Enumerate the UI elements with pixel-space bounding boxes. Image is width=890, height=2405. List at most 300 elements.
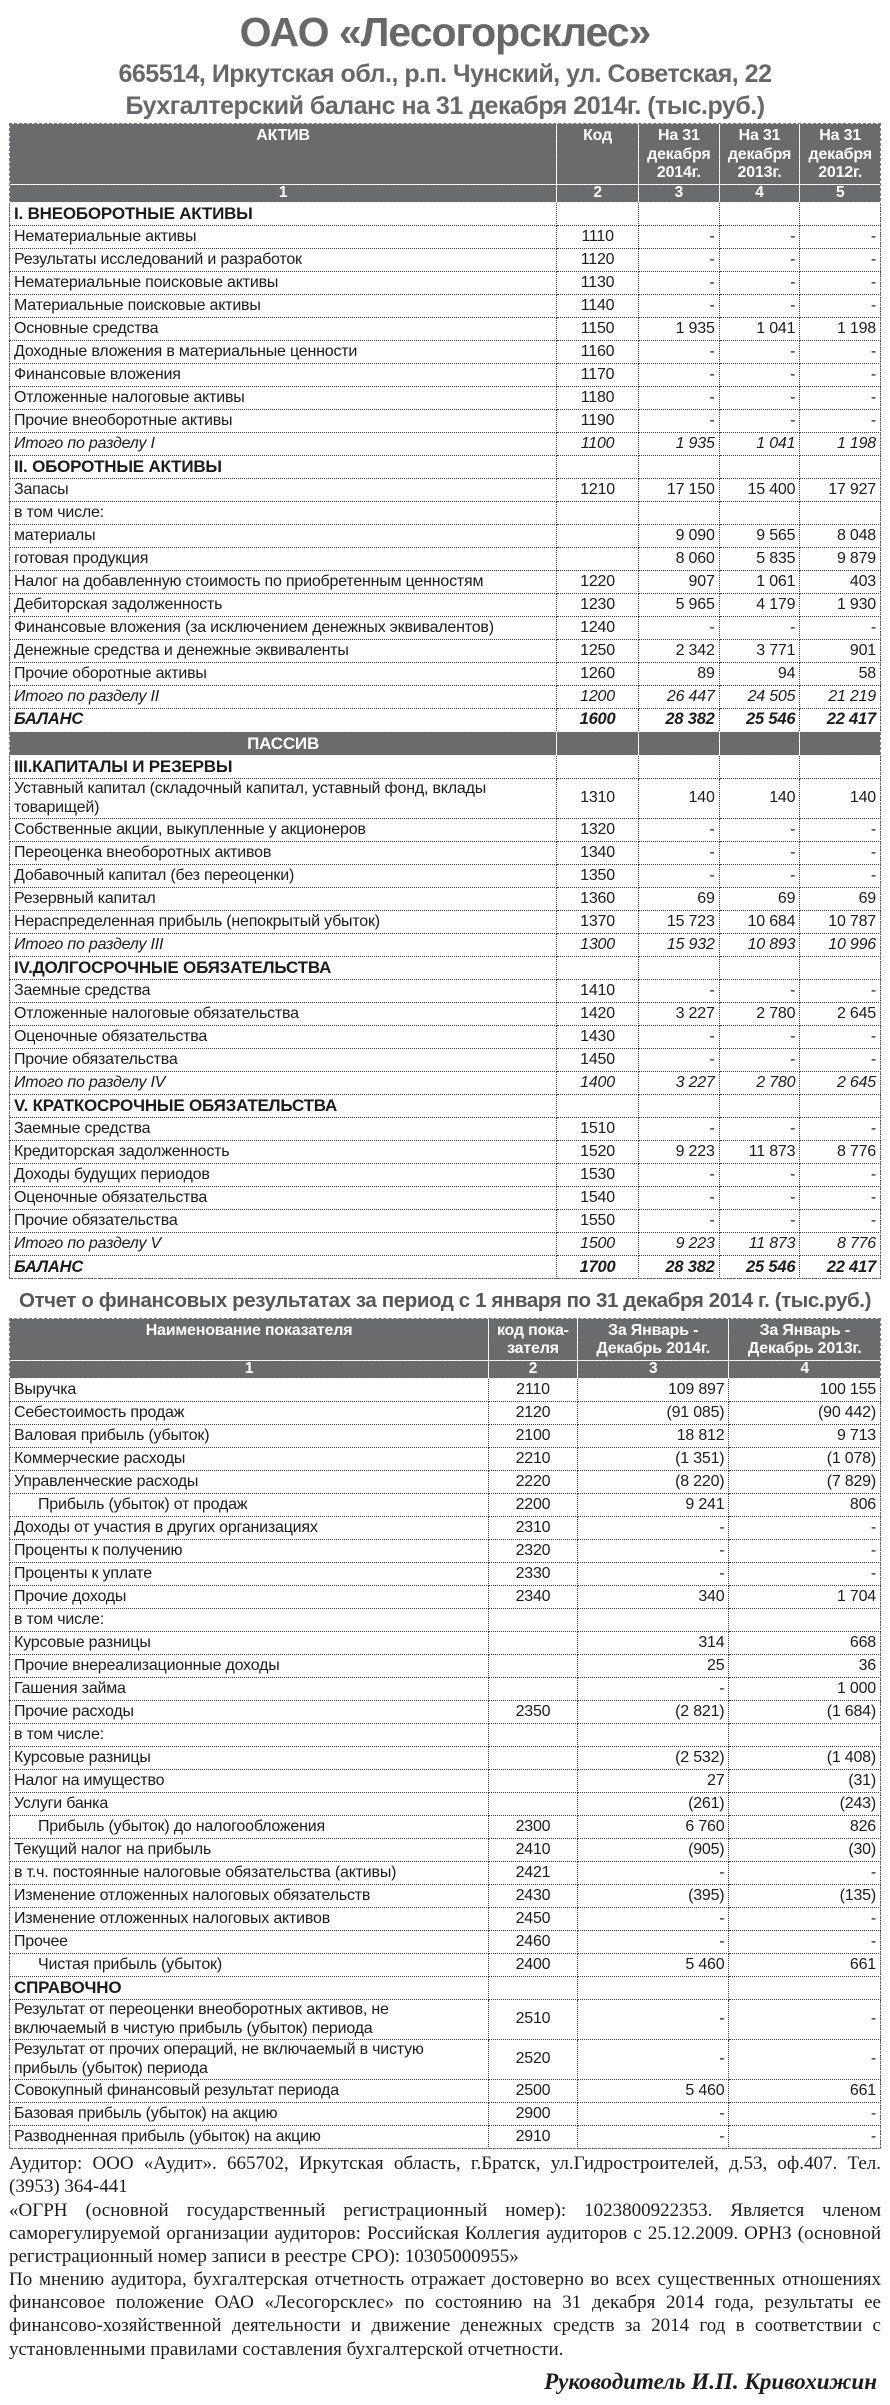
row-value — [800, 1095, 881, 1118]
row-value: 826 — [729, 1816, 881, 1839]
column-number: 5 — [800, 184, 881, 202]
row-value: (7 829) — [729, 1471, 881, 1494]
row-label: Прибыль (убыток) от продаж — [10, 1494, 489, 1517]
row-label: II. ОБОРОТНЫЕ АКТИВЫ — [10, 456, 557, 479]
row-value: 15 932 — [639, 934, 720, 957]
row-value: (1 351) — [577, 1448, 729, 1471]
row-label: Заемные средства — [10, 1118, 557, 1141]
row-value: - — [800, 341, 881, 364]
row-value: - — [729, 1563, 881, 1586]
row-value — [719, 203, 800, 226]
row-value: (31) — [729, 1770, 881, 1793]
row-code: 1350 — [557, 865, 639, 888]
footer-notes — [9, 2152, 881, 2361]
row-value: - — [639, 410, 720, 433]
row-value: 5 460 — [577, 2080, 729, 2103]
row-code: 2460 — [489, 1931, 578, 1954]
row-code: 1510 — [557, 1118, 639, 1141]
table-row — [10, 2080, 881, 2103]
row-value — [800, 203, 881, 226]
row-value: 9 223 — [639, 1141, 720, 1164]
row-label: Выручка — [10, 1379, 489, 1402]
row-value: - — [729, 1931, 881, 1954]
column-header: За Январь - Декабрь 2013г. — [729, 1318, 881, 1360]
row-value: 8 060 — [639, 548, 720, 571]
table-row — [10, 1471, 881, 1494]
table-row — [10, 272, 881, 295]
row-value: 9 223 — [639, 1233, 720, 1256]
row-value: - — [800, 865, 881, 888]
row-code — [489, 1747, 578, 1770]
column-header: На 31 декабря 2014г. — [639, 124, 720, 185]
table-row — [10, 1586, 881, 1609]
row-value: 58 — [800, 663, 881, 686]
row-label: Итого по разделу III — [10, 934, 557, 957]
row-value: - — [719, 272, 800, 295]
row-value: - — [800, 387, 881, 410]
row-code — [489, 1678, 578, 1701]
table-row — [10, 1164, 881, 1187]
row-label: в том числе: — [10, 1609, 489, 1632]
row-code: 1540 — [557, 1187, 639, 1210]
table-row — [10, 640, 881, 663]
row-code: 1170 — [557, 364, 639, 387]
table-row — [10, 226, 881, 249]
table-row — [10, 1026, 881, 1049]
row-value: - — [639, 980, 720, 1003]
row-code: 1400 — [557, 1072, 639, 1095]
row-code: 1100 — [557, 433, 639, 456]
row-code: 2220 — [489, 1471, 578, 1494]
row-value: - — [719, 387, 800, 410]
column-number-row — [10, 1360, 881, 1378]
row-code: 1210 — [557, 479, 639, 502]
column-number-row — [10, 184, 881, 202]
table-row — [10, 594, 881, 617]
row-code: 1520 — [557, 1141, 639, 1164]
row-label: в том числе: — [10, 1724, 489, 1747]
table-row — [10, 1701, 881, 1724]
table-header-row — [10, 1318, 881, 1360]
row-label: Прочие доходы — [10, 1586, 489, 1609]
row-label: Валовая прибыль (убыток) — [10, 1425, 489, 1448]
row-label: Себестоимость продаж — [10, 1402, 489, 1425]
table-row — [10, 1402, 881, 1425]
row-label: Доходы от участия в других организациях — [10, 1517, 489, 1540]
row-value: - — [719, 1164, 800, 1187]
subtotal-row — [10, 433, 881, 456]
row-value: - — [729, 2126, 881, 2149]
row-code: 2410 — [489, 1839, 578, 1862]
table-row — [10, 1494, 881, 1517]
table-row — [10, 249, 881, 272]
row-value: 8 776 — [800, 1233, 881, 1256]
table-row — [10, 1379, 881, 1402]
row-value: - — [577, 2103, 729, 2126]
row-label: Разводненная прибыль (убыток) на акцию — [10, 2126, 489, 2149]
row-value: 3 227 — [639, 1072, 720, 1095]
row-label: IV.ДОЛГОСРОЧНЫЕ ОБЯЗАТЕЛЬСТВА — [10, 957, 557, 980]
row-code: 1370 — [557, 911, 639, 934]
row-code — [557, 732, 639, 756]
row-label: Итого по разделу II — [10, 686, 557, 709]
table-row — [10, 1448, 881, 1471]
row-value: 314 — [577, 1632, 729, 1655]
table-row — [10, 410, 881, 433]
row-label: Оценочные обязательства — [10, 1026, 557, 1049]
table-row — [10, 779, 881, 819]
row-code: 1180 — [557, 387, 639, 410]
row-value: 26 447 — [639, 686, 720, 709]
row-label: готовая продукция — [10, 548, 557, 571]
row-value: - — [639, 1118, 720, 1141]
grand-total-row — [10, 709, 881, 732]
section-header-row — [10, 203, 881, 226]
row-value — [577, 1609, 729, 1632]
row-label: Прочие обязательства — [10, 1210, 557, 1233]
row-value: 94 — [719, 663, 800, 686]
table-row — [10, 1118, 881, 1141]
row-label: Результат от прочих операций, не включаемый в чистую прибыль (убыток) периода — [10, 2040, 489, 2080]
row-value: 9 713 — [729, 1425, 881, 1448]
row-code: 2120 — [489, 1402, 578, 1425]
column-header: АКТИВ — [10, 124, 557, 185]
row-label: Денежные средства и денежные эквиваленты — [10, 640, 557, 663]
row-value: (8 220) — [577, 1471, 729, 1494]
row-value: - — [719, 295, 800, 318]
row-value: - — [729, 2000, 881, 2040]
row-label: БАЛАНС — [10, 709, 557, 732]
column-number: 3 — [639, 184, 720, 202]
row-value: 21 219 — [800, 686, 881, 709]
row-value: - — [800, 1049, 881, 1072]
row-code — [557, 756, 639, 779]
row-label: Курсовые разницы — [10, 1747, 489, 1770]
row-label: Прочие внеоборотные активы — [10, 410, 557, 433]
table-row — [10, 1724, 881, 1747]
table-row — [10, 1210, 881, 1233]
row-value: - — [577, 2040, 729, 2080]
row-value: 3 771 — [719, 640, 800, 663]
row-code: 1260 — [557, 663, 639, 686]
row-value: - — [639, 1210, 720, 1233]
row-value: - — [577, 1931, 729, 1954]
row-value: 5 965 — [639, 594, 720, 617]
row-label: Итого по разделу IV — [10, 1072, 557, 1095]
row-label: Переоценка внеоборотных активов — [10, 842, 557, 865]
row-value — [719, 756, 800, 779]
row-value: - — [719, 1118, 800, 1141]
table-row — [10, 1425, 881, 1448]
row-code: 1700 — [557, 1256, 639, 1279]
row-value: 69 — [800, 888, 881, 911]
row-code: 1300 — [557, 934, 639, 957]
row-label: Изменение отложенных налоговых обязательств — [10, 1885, 489, 1908]
row-label: III.КАПИТАЛЫ И РЕЗЕРВЫ — [10, 756, 557, 779]
table-row — [10, 663, 881, 686]
row-value: - — [639, 617, 720, 640]
row-value: 1 935 — [639, 318, 720, 341]
table-row — [10, 1655, 881, 1678]
row-value: 1 198 — [800, 318, 881, 341]
row-code — [557, 1095, 639, 1118]
table-row — [10, 2103, 881, 2126]
row-label: в т.ч. постоянные налоговые обязательства (активы) — [10, 1862, 489, 1885]
row-value: 109 897 — [577, 1379, 729, 1402]
row-code: 2110 — [489, 1379, 578, 1402]
row-value — [639, 1095, 720, 1118]
row-code: 1530 — [557, 1164, 639, 1187]
row-value: 15 400 — [719, 479, 800, 502]
row-value: 18 812 — [577, 1425, 729, 1448]
row-value — [639, 756, 720, 779]
row-value — [719, 732, 800, 756]
row-code — [557, 456, 639, 479]
row-label: Финансовые вложения — [10, 364, 557, 387]
row-code: 1340 — [557, 842, 639, 865]
row-value: - — [639, 272, 720, 295]
row-code — [489, 1977, 578, 2000]
row-value: 36 — [729, 1655, 881, 1678]
row-value — [639, 502, 720, 525]
row-value: 69 — [639, 888, 720, 911]
row-code: 1450 — [557, 1049, 639, 1072]
row-value: - — [800, 1210, 881, 1233]
row-code: 2340 — [489, 1586, 578, 1609]
row-label: Текущий налог на прибыль — [10, 1839, 489, 1862]
row-code — [489, 1609, 578, 1632]
row-value: - — [639, 387, 720, 410]
column-header: На 31 декабря 2012г. — [800, 124, 881, 185]
table-row — [10, 387, 881, 410]
row-value: 2 645 — [800, 1072, 881, 1095]
row-value: 25 546 — [719, 709, 800, 732]
row-value: - — [800, 410, 881, 433]
row-value: 9 241 — [577, 1494, 729, 1517]
row-label: в том числе: — [10, 502, 557, 525]
row-value: - — [729, 2103, 881, 2126]
row-code — [557, 203, 639, 226]
row-code: 2100 — [489, 1425, 578, 1448]
row-value: 4 179 — [719, 594, 800, 617]
table-row — [10, 1816, 881, 1839]
column-number: 1 — [10, 1360, 489, 1378]
row-label: Услуги банка — [10, 1793, 489, 1816]
row-label: Гашения займа — [10, 1678, 489, 1701]
row-code — [489, 1724, 578, 1747]
balance-sheet-title: Бухгалтерский баланс на 31 декабря 2014г. (тыс.руб.) — [125, 92, 765, 121]
row-code — [557, 548, 639, 571]
row-code: 2310 — [489, 1517, 578, 1540]
row-code: 1360 — [557, 888, 639, 911]
row-value: - — [719, 1210, 800, 1233]
row-value: 17 150 — [639, 479, 720, 502]
section-header-row — [10, 957, 881, 980]
row-label: Прочее — [10, 1931, 489, 1954]
table-row — [10, 1187, 881, 1210]
table-row — [10, 911, 881, 934]
row-value: - — [577, 1563, 729, 1586]
row-value: - — [729, 1862, 881, 1885]
row-value: - — [800, 1026, 881, 1049]
row-code: 1410 — [557, 980, 639, 1003]
table-row — [10, 1517, 881, 1540]
row-code — [557, 525, 639, 548]
table-row — [10, 525, 881, 548]
row-label: Финансовые вложения (за исключением денежных эквивалентов) — [10, 617, 557, 640]
row-code: 1600 — [557, 709, 639, 732]
row-value: - — [719, 226, 800, 249]
row-value: - — [719, 364, 800, 387]
column-number: 2 — [557, 184, 639, 202]
row-value — [577, 1724, 729, 1747]
row-value — [800, 732, 881, 756]
row-label: Материальные поисковые активы — [10, 295, 557, 318]
row-code: 1130 — [557, 272, 639, 295]
row-value — [719, 1095, 800, 1118]
row-value: 1 704 — [729, 1586, 881, 1609]
table-row — [10, 571, 881, 594]
row-code: 2320 — [489, 1540, 578, 1563]
column-number: 4 — [729, 1360, 881, 1378]
row-label: Оценочные обязательства — [10, 1187, 557, 1210]
row-value: 11 873 — [719, 1233, 800, 1256]
row-value: - — [719, 341, 800, 364]
table-row — [10, 1839, 881, 1862]
table-row — [10, 295, 881, 318]
row-value: - — [577, 1862, 729, 1885]
row-label: СПРАВОЧНО — [10, 1977, 489, 2000]
row-value: (91 085) — [577, 1402, 729, 1425]
row-value — [639, 456, 720, 479]
row-label: Курсовые разницы — [10, 1632, 489, 1655]
row-value — [719, 957, 800, 980]
row-value: 340 — [577, 1586, 729, 1609]
row-label: Коммерческие расходы — [10, 1448, 489, 1471]
row-value: 2 645 — [800, 1003, 881, 1026]
table-row — [10, 1049, 881, 1072]
row-value: 17 927 — [800, 479, 881, 502]
table-row — [10, 364, 881, 387]
row-code: 2450 — [489, 1908, 578, 1931]
row-label: Прочие внереализационные доходы — [10, 1655, 489, 1678]
table-row — [10, 1954, 881, 1977]
row-value: 661 — [729, 2080, 881, 2103]
row-code: 1200 — [557, 686, 639, 709]
row-value: 907 — [639, 571, 720, 594]
row-value — [800, 957, 881, 980]
row-label: Базовая прибыль (убыток) на акцию — [10, 2103, 489, 2126]
row-code: 1430 — [557, 1026, 639, 1049]
row-value: 901 — [800, 640, 881, 663]
row-label: Налог на добавленную стоимость по приобретенным ценностям — [10, 571, 557, 594]
row-value: 1 935 — [639, 433, 720, 456]
row-value: 24 505 — [719, 686, 800, 709]
row-code: 2400 — [489, 1954, 578, 1977]
row-value: 8 048 — [800, 525, 881, 548]
row-value: - — [719, 865, 800, 888]
row-value: - — [639, 295, 720, 318]
row-value — [639, 957, 720, 980]
row-value: - — [800, 980, 881, 1003]
row-label: Заемные средства — [10, 980, 557, 1003]
column-number: 4 — [719, 184, 800, 202]
row-code: 2300 — [489, 1816, 578, 1839]
row-label: Чистая прибыль (убыток) — [10, 1954, 489, 1977]
row-label: Запасы — [10, 479, 557, 502]
row-label: Резервный капитал — [10, 888, 557, 911]
row-value: - — [577, 1517, 729, 1540]
grand-total-row — [10, 1256, 881, 1279]
row-value — [719, 502, 800, 525]
row-value: 28 382 — [639, 709, 720, 732]
income-statement-title: Отчет о финансовых результатах за период с 1 января по 31 декабря 2014 г. (тыс.руб.) — [18, 1289, 872, 1313]
row-label: Прочие обязательства — [10, 1049, 557, 1072]
row-label: Совокупный финансовый результат периода — [10, 2080, 489, 2103]
row-value: - — [729, 1908, 881, 1931]
row-label: Уставный капитал (складочный капитал, уставный фонд, вклады товарищей) — [10, 779, 557, 819]
table-row — [10, 1908, 881, 1931]
row-value: - — [577, 1540, 729, 1563]
row-value: - — [639, 249, 720, 272]
row-value: - — [639, 1187, 720, 1210]
row-value: 140 — [639, 779, 720, 819]
row-code — [489, 1770, 578, 1793]
row-value — [639, 203, 720, 226]
row-code: 1190 — [557, 410, 639, 433]
row-label: Итого по разделу V — [10, 1233, 557, 1256]
row-value: 27 — [577, 1770, 729, 1793]
row-label: Нераспределенная прибыль (непокрытый убыток) — [10, 911, 557, 934]
row-value: - — [719, 249, 800, 272]
row-label: Отложенные налоговые активы — [10, 387, 557, 410]
row-value: - — [800, 842, 881, 865]
row-code: 2910 — [489, 2126, 578, 2149]
section-header-row — [10, 1977, 881, 2000]
row-code: 1140 — [557, 295, 639, 318]
column-header: код показателя — [489, 1318, 578, 1360]
table-row — [10, 865, 881, 888]
column-number: 2 — [489, 1360, 578, 1378]
table-row — [10, 1563, 881, 1586]
row-label: ПАССИВ — [10, 732, 557, 756]
row-code — [489, 1655, 578, 1678]
row-label: Доходные вложения в материальные ценности — [10, 341, 557, 364]
company-name: ОАО «Лесогорсклес» — [239, 9, 651, 55]
row-value: 22 417 — [800, 709, 881, 732]
income-statement-table — [9, 1318, 881, 2150]
table-row — [10, 2000, 881, 2040]
row-value: - — [800, 295, 881, 318]
row-value: - — [639, 364, 720, 387]
row-value: - — [639, 1164, 720, 1187]
table-row — [10, 318, 881, 341]
table-row — [10, 1609, 881, 1632]
row-code: 2421 — [489, 1862, 578, 1885]
row-value: - — [577, 2126, 729, 2149]
row-value: 1 061 — [719, 571, 800, 594]
row-value — [800, 502, 881, 525]
row-value — [719, 456, 800, 479]
row-value: - — [800, 1187, 881, 1210]
table-row — [10, 1678, 881, 1701]
row-value: 69 — [719, 888, 800, 911]
row-value: 22 417 — [800, 1256, 881, 1279]
row-code: 1230 — [557, 594, 639, 617]
row-code: 1320 — [557, 819, 639, 842]
row-label: Проценты к уплате — [10, 1563, 489, 1586]
row-value: - — [800, 617, 881, 640]
